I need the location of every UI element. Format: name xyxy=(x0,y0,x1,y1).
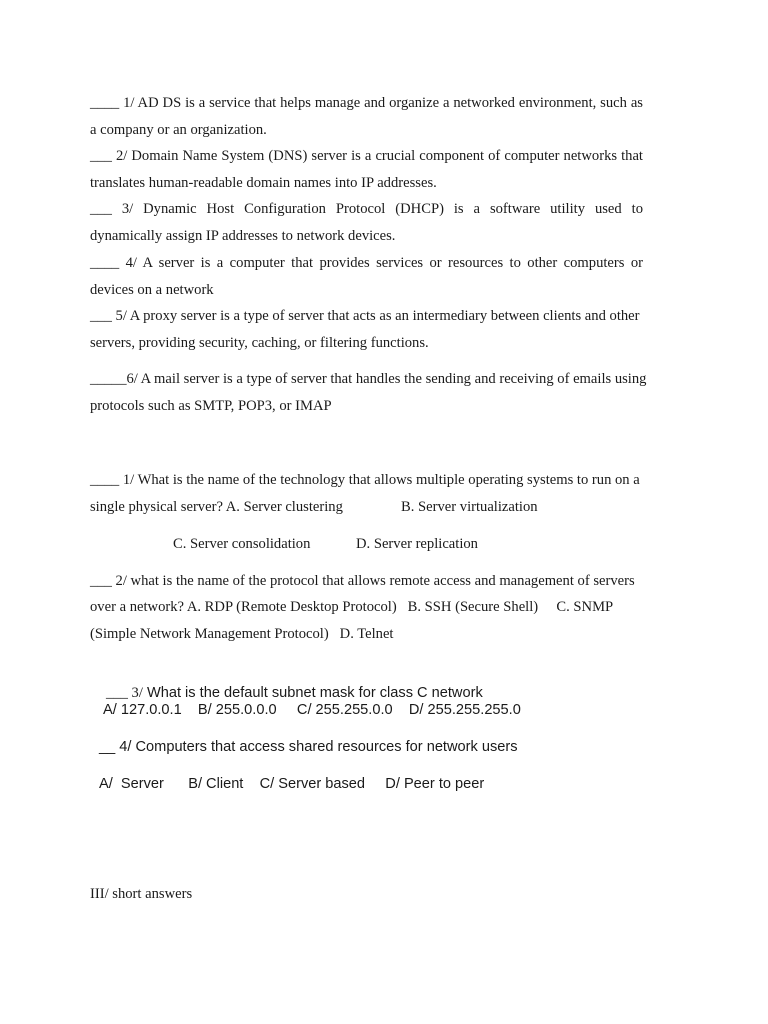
answer-blank[interactable]: ____ xyxy=(90,95,120,111)
answer-blank[interactable]: _____ xyxy=(90,371,127,387)
tf-question-4 xyxy=(90,250,643,303)
tf-question-6 xyxy=(90,366,680,419)
mc-question-2-line-2: over a network? A. RDP (Remote Desktop Protocol) B. SSH (Secure Shell) C. SNMP xyxy=(90,599,614,615)
tf-question-5 xyxy=(90,303,665,356)
tf-question-1 xyxy=(90,90,643,143)
section-heading: III/ short answers xyxy=(90,886,193,902)
answer-blank[interactable]: ____ xyxy=(90,255,120,271)
question-text: 4/ A server is a computer that provides services or resources to other computers or devices on a network xyxy=(90,255,643,298)
mc-question-3-options: A/ 127.0.0.1 B/ 255.0.0.0 C/ 255.255.0.0 D/ 255.255.255.0 xyxy=(103,702,521,718)
question-number: ___ 3/ xyxy=(106,685,143,701)
mc-question-2-line-3: (Simple Network Management Protocol) D. Telnet xyxy=(90,626,394,642)
tf-question-3 xyxy=(90,196,643,249)
question-text: 1/ AD DS is a service that helps manage and organize a networked environment, such as a company or an organization. xyxy=(90,95,643,138)
mc-question-4-options: A/ Server B/ Client C/ Server based D/ Peer to peer xyxy=(99,776,485,792)
mc-question-1-option-d: D. Server replication xyxy=(356,536,478,552)
mc-question-4: __ 4/ Computers that access shared resources for network users xyxy=(99,739,518,755)
question-text: 2/ Domain Name System (DNS) server is a crucial component of computer networks that translates human-readable domain names into IP addresses. xyxy=(90,148,643,191)
mc-question-1-line-1: ____ 1/ What is the name of the technology that allows multiple operating systems to run on a xyxy=(90,472,640,488)
mc-question-1-option-c: C. Server consolidation xyxy=(173,536,311,552)
mc-question-2-line-1: ___ 2/ what is the name of the protocol that allows remote access and management of servers xyxy=(90,573,635,589)
mc-question-1-line-2: single physical server? A. Server clustering xyxy=(90,499,343,515)
question-text: 6/ A mail server is a type of server that handles the sending and receiving of emails using protocols such as SMTP, POP3, or IMAP xyxy=(90,371,647,414)
answer-blank[interactable]: ___ xyxy=(90,308,112,324)
question-text: 3/ Dynamic Host Configuration Protocol (DHCP) is a software utility used to dynamically assign IP addresses to network devices. xyxy=(90,201,643,244)
question-text: What is the default subnet mask for class C network xyxy=(142,685,483,701)
answer-blank[interactable]: ___ xyxy=(90,201,112,217)
mc-question-1-option-b: B. Server virtualization xyxy=(401,499,538,515)
tf-question-2 xyxy=(90,143,643,196)
question-text: 5/ A proxy server is a type of server that acts as an intermediary between clients and other servers, providing security, caching, or filtering functions. xyxy=(90,308,640,351)
answer-blank[interactable]: ___ xyxy=(90,148,112,164)
